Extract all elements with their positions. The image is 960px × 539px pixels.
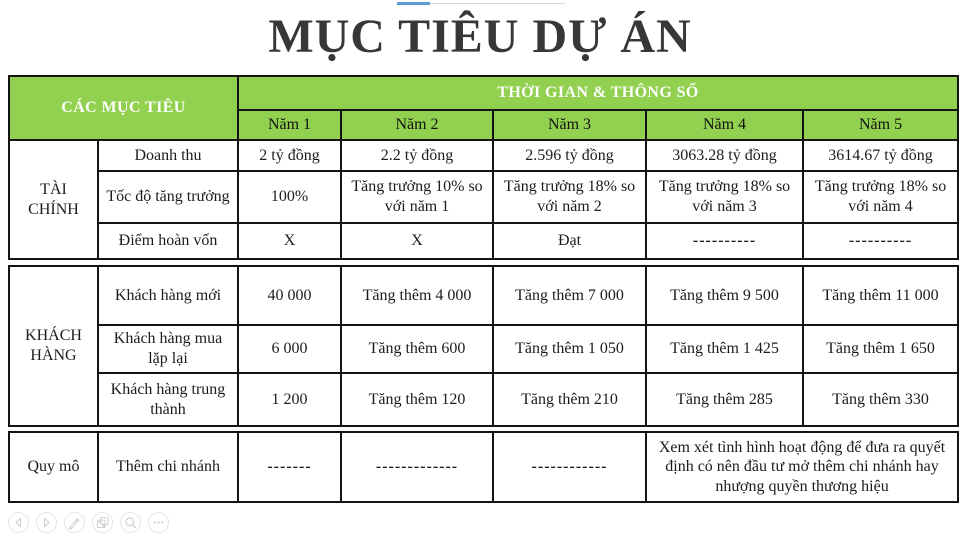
row-label: Khách hàng mới <box>98 266 238 325</box>
cell: ---------- <box>803 223 958 259</box>
cell: Tăng thêm 120 <box>341 373 493 426</box>
cell: 100% <box>238 171 341 223</box>
cell: 40 000 <box>238 266 341 325</box>
cell-branch-note: Xem xét tình hình hoạt động để đưa ra quyết định có nên đầu tư mở thêm chi nhánh hay nhượng quyền thương hiệu <box>646 432 958 502</box>
next-slide-button[interactable] <box>36 512 57 533</box>
zoom-button[interactable] <box>120 512 141 533</box>
row-label: Doanh thu <box>98 140 238 171</box>
corner-header: CÁC MỤC TIÊU <box>9 76 238 140</box>
cell: 2.2 tỷ đồng <box>341 140 493 171</box>
cell: Tăng thêm 4 000 <box>341 266 493 325</box>
more-options-button[interactable] <box>148 512 169 533</box>
pen-icon <box>65 513 84 532</box>
previous-arrow-icon <box>9 513 28 532</box>
group-label-scale: Quy mô <box>9 432 98 502</box>
table-row <box>9 432 958 502</box>
cell: ---------- <box>646 223 803 259</box>
row-label: Tốc độ tăng trưởng <box>98 171 238 223</box>
row-label: Khách hàng trung thành <box>98 373 238 426</box>
cell: ------- <box>238 432 341 502</box>
pen-tools-button[interactable] <box>64 512 85 533</box>
see-all-slides-icon <box>93 513 112 532</box>
cell: Tăng thêm 7 000 <box>493 266 646 325</box>
table-section-scale <box>8 431 959 503</box>
cell: Tăng trưởng 18% so với năm 2 <box>493 171 646 223</box>
row-label: Thêm chi nhánh <box>98 432 238 502</box>
cell: Tăng trưởng 18% so với năm 3 <box>646 171 803 223</box>
slideshow-toolbar <box>8 512 169 533</box>
table-row <box>9 373 958 426</box>
magnifier-icon <box>121 513 140 532</box>
cell: Tăng thêm 210 <box>493 373 646 426</box>
cell: Tăng thêm 600 <box>341 325 493 373</box>
cell: Tăng thêm 9 500 <box>646 266 803 325</box>
cell: Đạt <box>493 223 646 259</box>
cell: 1 200 <box>238 373 341 426</box>
cell: Tăng thêm 285 <box>646 373 803 426</box>
row-label: Khách hàng mua lặp lại <box>98 325 238 373</box>
next-arrow-icon <box>37 513 56 532</box>
cell: Tăng trưởng 18% so với năm 4 <box>803 171 958 223</box>
table-section-customers <box>8 265 959 427</box>
table-row <box>9 266 958 325</box>
year-2-header: Năm 2 <box>341 110 493 140</box>
table-section-finance <box>8 75 959 260</box>
year-3-header: Năm 3 <box>493 110 646 140</box>
cell: Tăng thêm 1 050 <box>493 325 646 373</box>
group-label-customers: KHÁCH HÀNG <box>9 266 98 426</box>
time-params-header: THỜI GIAN & THÔNG SỐ <box>238 76 958 110</box>
year-1-header: Năm 1 <box>238 110 341 140</box>
cell: 6 000 <box>238 325 341 373</box>
table-row <box>9 325 958 373</box>
group-label-finance: TÀI CHÍNH <box>9 140 98 259</box>
cell: 3063.28 tỷ đồng <box>646 140 803 171</box>
cell: ------------ <box>493 432 646 502</box>
objectives-table <box>8 75 957 503</box>
top-edge-accent <box>397 2 430 5</box>
cell: 3614.67 tỷ đồng <box>803 140 958 171</box>
year-4-header: Năm 4 <box>646 110 803 140</box>
cell: X <box>341 223 493 259</box>
year-5-header: Năm 5 <box>803 110 958 140</box>
table-row <box>9 171 958 223</box>
cell: Tăng thêm 330 <box>803 373 958 426</box>
ellipsis-icon <box>149 513 168 532</box>
cell: Tăng trưởng 10% so với năm 1 <box>341 171 493 223</box>
cell: 2.596 tỷ đồng <box>493 140 646 171</box>
slide-title: MỤC TIÊU DỰ ÁN <box>268 10 692 63</box>
table-row <box>9 140 958 171</box>
see-all-slides-button[interactable] <box>92 512 113 533</box>
row-label: Điểm hoàn vốn <box>98 223 238 259</box>
cell: Tăng thêm 1 650 <box>803 325 958 373</box>
previous-slide-button[interactable] <box>8 512 29 533</box>
cell: Tăng thêm 1 425 <box>646 325 803 373</box>
cell: X <box>238 223 341 259</box>
cell: Tăng thêm 11 000 <box>803 266 958 325</box>
cell: 2 tỷ đồng <box>238 140 341 171</box>
cell: ------------- <box>341 432 493 502</box>
table-row <box>9 223 958 259</box>
